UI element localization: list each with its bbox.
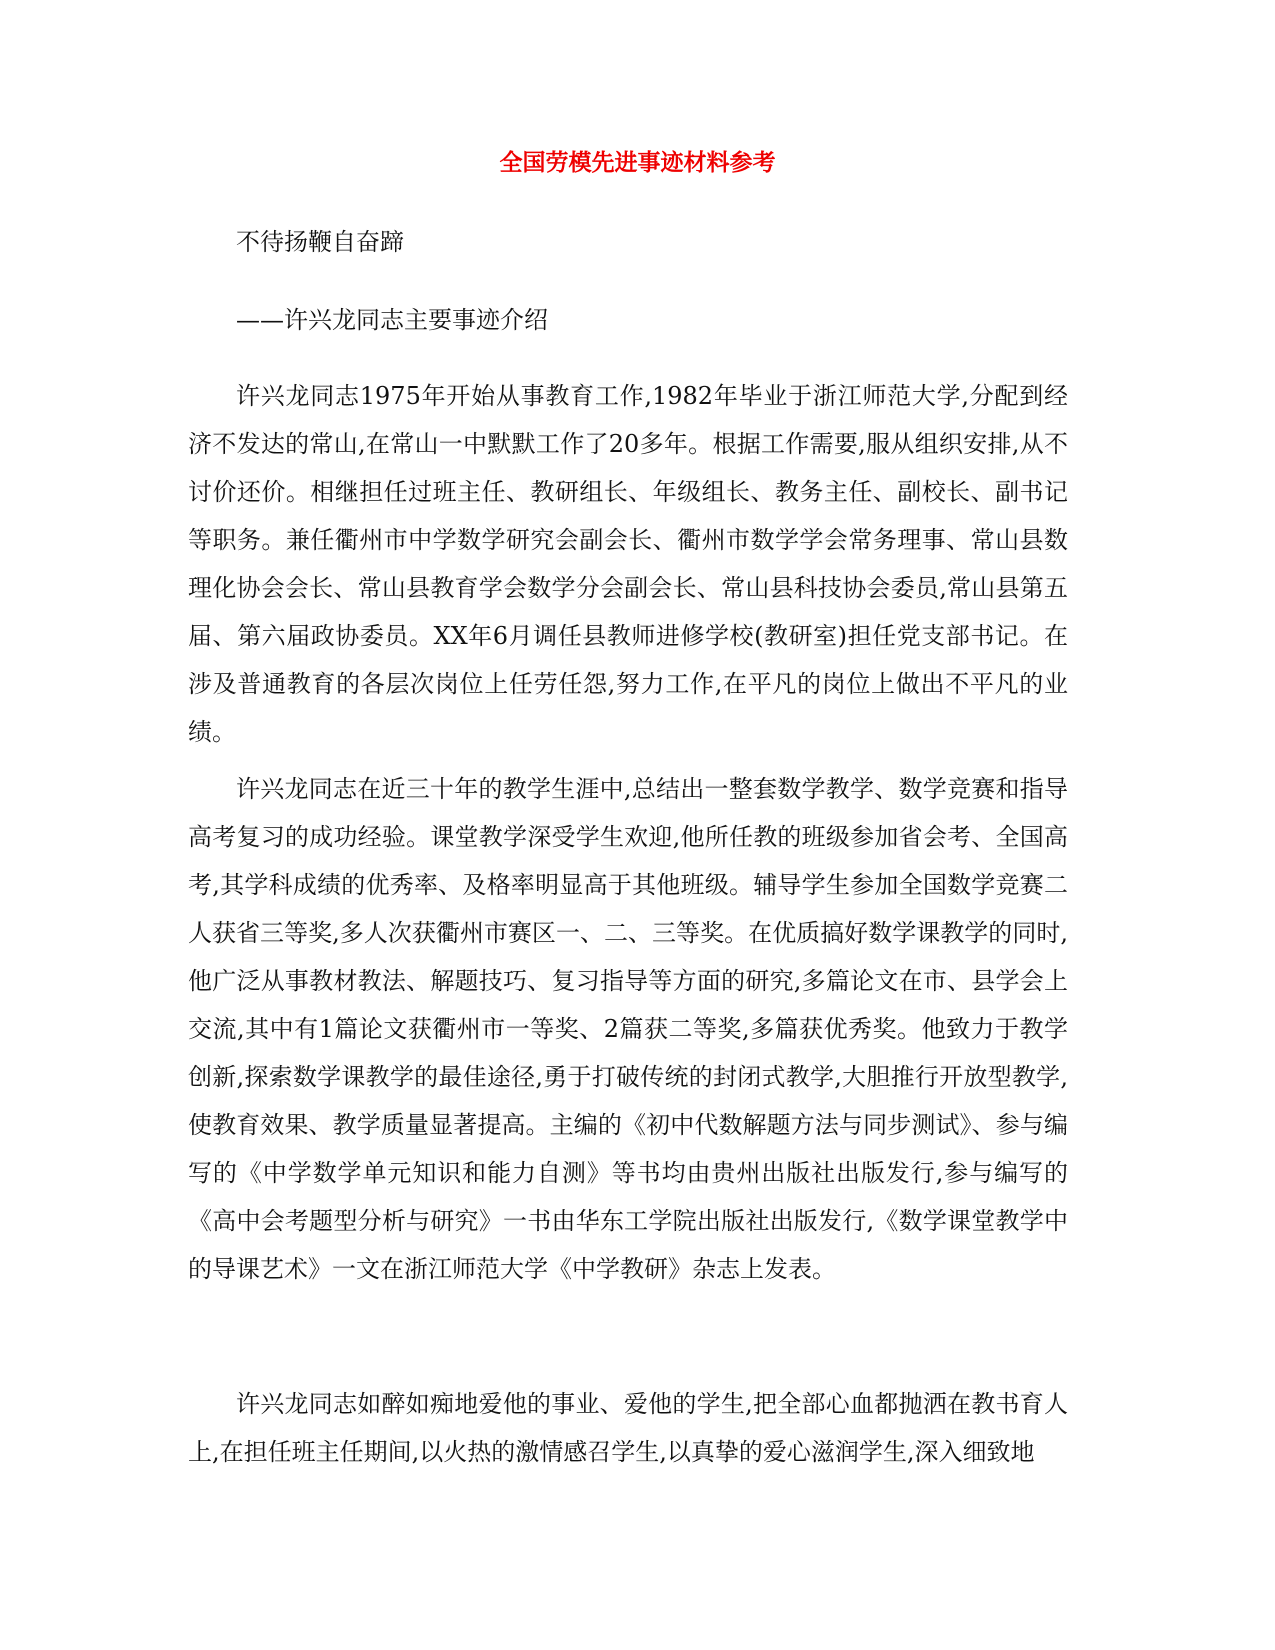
- document-byline: ——许兴龙同志主要事迹介绍: [236, 306, 548, 334]
- document-title: 全国劳模先进事迹材料参考: [499, 149, 776, 176]
- body-paragraph-1: 许兴龙同志1975年开始从事教育工作,1982年毕业于浙江师范大学,分配到经济不发达的常山,在常山一中默默工作了20多年。根据工作需要,服从组织安排,从不讨价还价。相继担任过班主任、教研组长、年级组长、教务主任、副校长、副书记等职务。兼任衢州市中学数学研究会副会长、衢州市数学学会常务理事、常山县数理化协会会长、常山县教育学会数学分会副会长、常山县科技协会委员,常山县第五届、第六届政协委员。XX年6月调任县教师进修学校(教研室)担任党支部书记。在涉及普通教育的各层次岗位上任劳任怨,努力工作,在平凡的岗位上做出不平凡的业绩。: [188, 382, 1068, 746]
- document-subtitle: 不待扬鞭自奋蹄: [236, 228, 404, 256]
- body-paragraph-2: 许兴龙同志在近三十年的教学生涯中,总结出一整套数学教学、数学竞赛和指导高考复习的成功经验。课堂教学深受学生欢迎,他所任教的班级参加省会考、全国高考,其学科成绩的优秀率、及格率明显高于其他班级。辅导学生参加全国数学竞赛二人获省三等奖,多人次获衢州市赛区一、二、三等奖。在优质搞好数学课教学的同时,他广泛从事教材教法、解题技巧、复习指导等方面的研究,多篇论文在市、县学会上交流,其中有1篇论文获衢州市一等奖、2篇获二等奖,多篇获优秀奖。他致力于教学创新,探索数学课教学的最佳途径,勇于打破传统的封闭式教学,大胆推行开放型教学,使教育效果、教学质量显著提高。主编的《初中代数解题方法与同步测试》、参与编写的《中学数学单元知识和能力自测》等书均由贵州出版社出版发行,参与编写的《高中会考题型分析与研究》一书由华东工学院出版社出版发行,《数学课堂教学中的导课艺术》一文在浙江师范大学《中学教研》杂志上发表。: [188, 775, 1068, 1283]
- body-paragraph-3: 许兴龙同志如醉如痴地爱他的事业、爱他的学生,把全部心血都抛洒在教书育人上,在担任班主任期间,以火热的激情感召学生,以真挚的爱心滋润学生,深入细致地: [188, 1390, 1068, 1466]
